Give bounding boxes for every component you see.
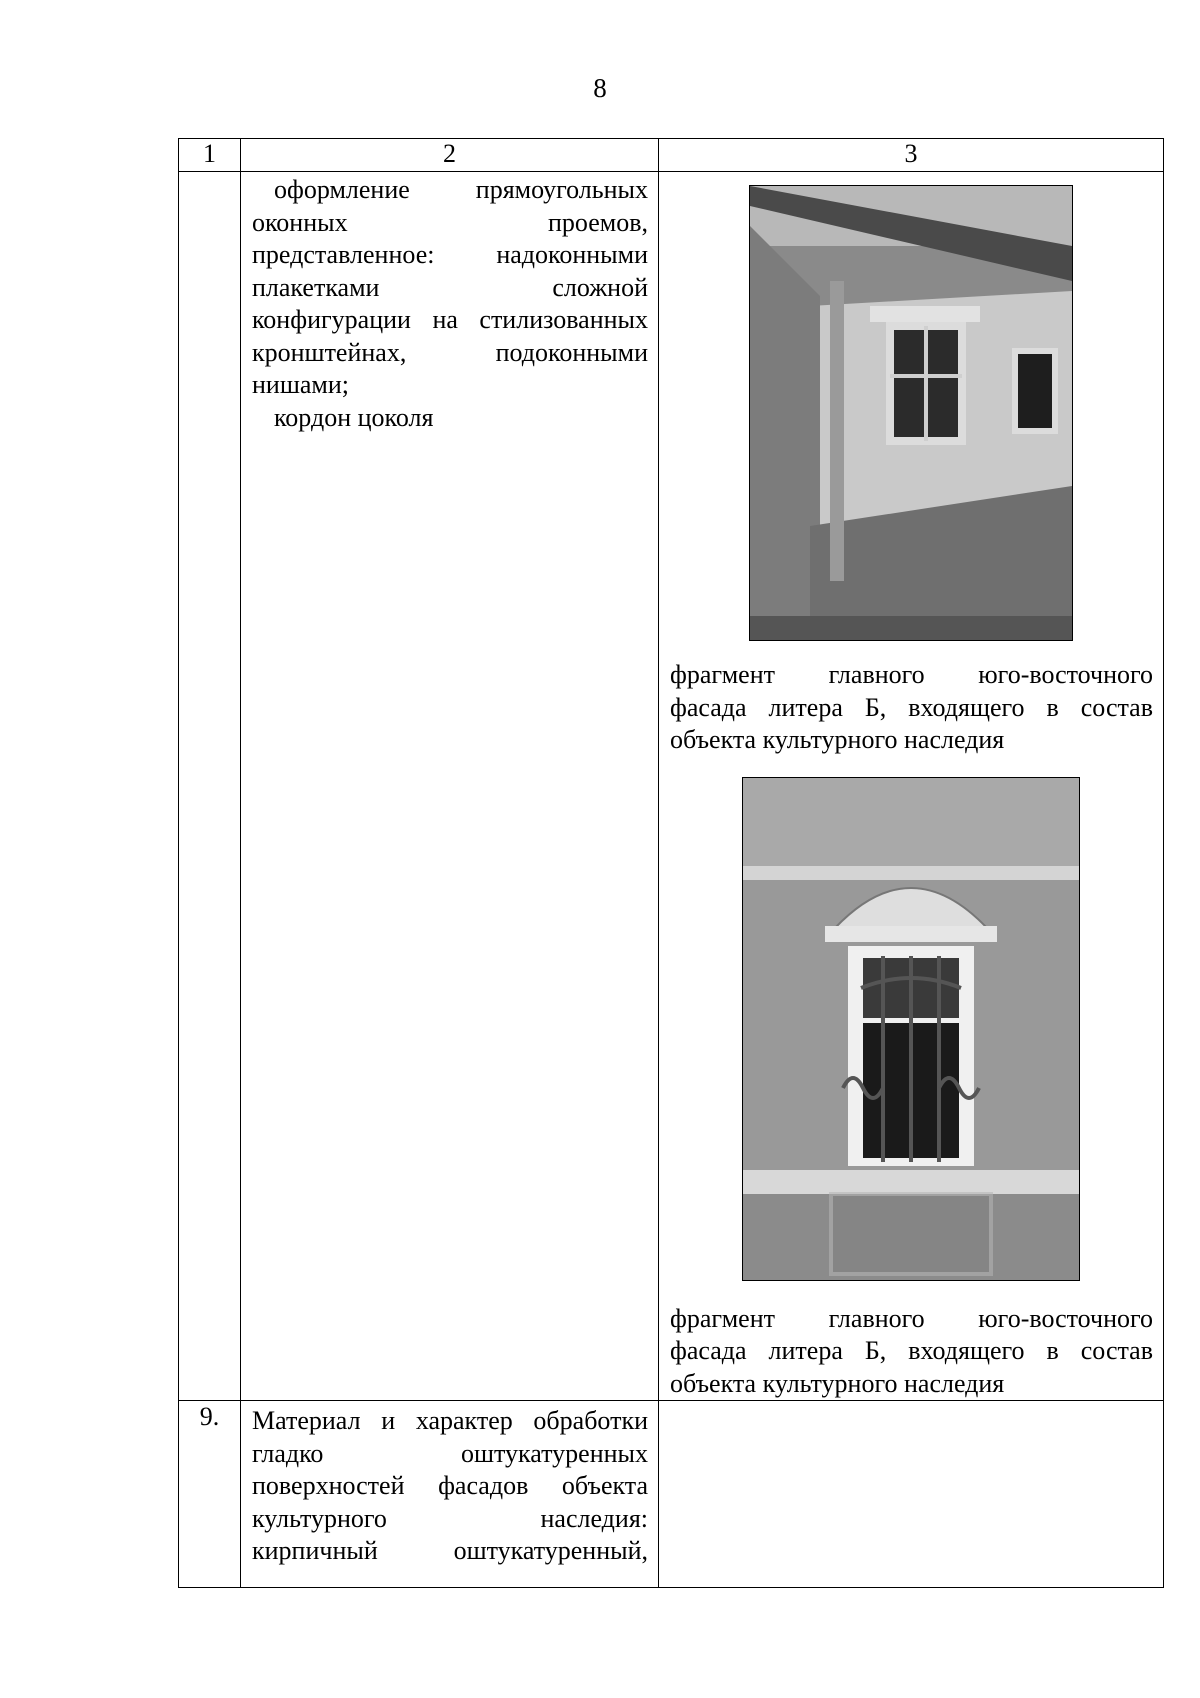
description-line: оконных проемов, [252,207,648,237]
description-line: конфигурации на стилизованных [252,305,648,334]
table-row-9 [179,1401,1164,1588]
table-row-continued [179,172,1164,1401]
description-line: поверхностей фасадов объекта [252,1471,648,1500]
photos-cell [659,1401,1164,1588]
row-number-cell: 9. [179,1401,241,1588]
description-line: кирпичный оштукатуренный, [252,1536,648,1565]
column-header-1: 1 [179,139,241,172]
row-number-cell [179,172,241,1401]
heritage-table [178,138,1164,1588]
window-with-grille-photo [742,777,1080,1281]
column-header-3: 3 [659,139,1164,172]
photo-caption-line: фрагмент главного юго-восточного [670,660,1153,689]
description-line: представленное: надоконными [252,240,648,269]
description-line: культурного наследия: [252,1503,648,1533]
photo-caption-line: фрагмент главного юго-восточного [670,1303,1153,1333]
description-cell [241,1401,659,1588]
description-line: гладко оштукатуренных [252,1438,648,1468]
description-line: оформление прямоугольных [274,175,648,204]
description-line: Материал и характер обработки [252,1406,648,1435]
description-line: кордон цоколя [274,402,434,432]
photo-caption-line: объекта культурного наследия [670,1368,1005,1398]
facade-corner-photo [749,185,1073,641]
photos-cell [659,172,1164,1401]
table-header-row [179,139,1164,172]
description-cell [241,172,659,1401]
description-line: нишами; [252,370,349,399]
description-line: кронштейнах, подоконными [252,337,648,367]
page-number: 8 [593,73,607,103]
photo-caption-line: фасада литера Б, входящего в состав [670,1336,1153,1365]
description-line: плакетками сложной [252,272,648,302]
photo-caption-line: фасада литера Б, входящего в состав [670,692,1153,722]
photo-caption-line: объекта культурного наследия [670,725,1005,754]
column-header-2: 2 [241,139,659,172]
